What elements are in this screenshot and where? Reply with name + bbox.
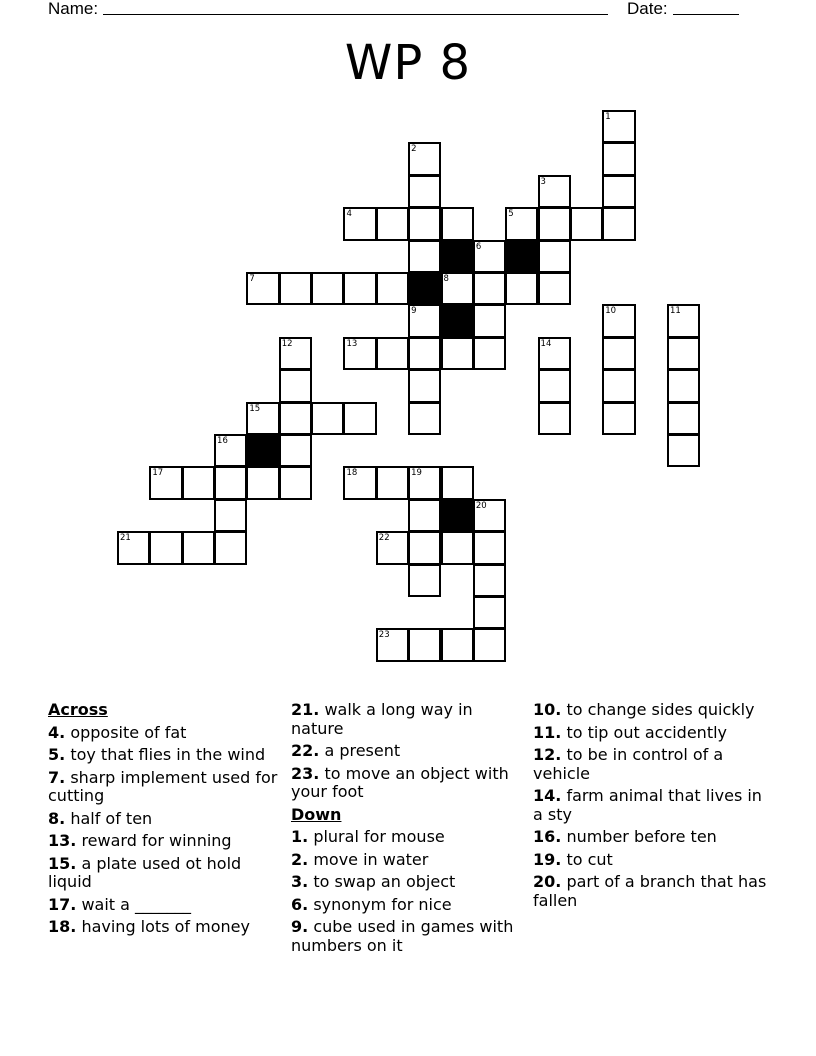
crossword-cell[interactable] [473, 531, 506, 564]
crossword-cell-1[interactable] [602, 110, 635, 143]
crossword-block [505, 240, 538, 273]
across-heading: Across [48, 700, 108, 719]
crossword-cell-15[interactable] [246, 402, 279, 435]
crossword-cell[interactable] [279, 402, 312, 435]
clue-text: farm animal that lives in a sty [533, 786, 762, 824]
clue-number-label: 2 [411, 144, 417, 155]
crossword-block [441, 499, 474, 532]
crossword-cell[interactable] [279, 466, 312, 499]
crossword-cell[interactable] [343, 272, 376, 305]
clue-text: a present [324, 741, 401, 760]
crossword-cell[interactable] [473, 628, 506, 661]
clue-number: 9. [291, 917, 309, 936]
clue-number: 2. [291, 849, 309, 869]
crossword-cell[interactable] [311, 272, 344, 305]
crossword-cell[interactable] [538, 207, 571, 240]
crossword-cell[interactable] [408, 369, 441, 402]
crossword-cell-3[interactable] [538, 175, 571, 208]
clue-text: to swap an object [313, 872, 456, 891]
clue-number: 15. [48, 853, 77, 873]
crossword-cell[interactable] [408, 628, 441, 661]
clue-number: 17. [48, 894, 77, 914]
clue-text: a plate used ot hold liquid [48, 853, 242, 891]
clue-text: synonym for nice [313, 894, 452, 914]
clue-number-label: 15 [249, 403, 261, 414]
crossword-cell[interactable] [376, 207, 409, 240]
crossword-cell[interactable] [602, 207, 635, 240]
clue-across-21 [291, 701, 526, 738]
crossword-cell[interactable] [570, 207, 603, 240]
clue-down-14 [533, 787, 768, 824]
clue-down-10 [533, 701, 768, 720]
clue-text: having lots of money [81, 917, 250, 936]
crossword-block [246, 434, 279, 467]
crossword-cell[interactable] [602, 142, 635, 175]
clue-across-4 [48, 724, 283, 743]
clue-number: 20. [533, 872, 562, 891]
clue-number-label: 16 [217, 436, 228, 446]
clue-number-label: 5 [508, 209, 514, 220]
clue-number: 5. [48, 745, 66, 764]
crossword-cell-16[interactable] [214, 434, 247, 467]
crossword-cell[interactable] [408, 240, 441, 273]
clue-number-label: 10 [605, 306, 617, 317]
crossword-cell[interactable] [602, 402, 635, 435]
crossword-cell[interactable] [279, 369, 312, 402]
crossword-cell[interactable] [667, 434, 700, 467]
clue-number: 18. [48, 917, 77, 936]
crossword-cell[interactable] [441, 207, 474, 240]
crossword-cell[interactable] [667, 402, 700, 435]
clue-number: 1. [291, 827, 309, 846]
crossword-cell-8[interactable] [441, 272, 474, 305]
crossword-cell[interactable] [441, 337, 474, 370]
clue-number: 10. [533, 700, 562, 719]
crossword-cell[interactable] [473, 596, 506, 629]
clue-number: 12. [533, 745, 562, 764]
crossword-cell[interactable] [408, 531, 441, 564]
clue-number: 21. [291, 700, 320, 719]
crossword-cell[interactable] [538, 402, 571, 435]
crossword-cell[interactable] [376, 272, 409, 305]
crossword-cell-13[interactable] [343, 337, 376, 370]
clue-text: cube used in games with numbers on it [291, 917, 514, 955]
clue-text: to tip out accidently [566, 722, 728, 742]
clue-across-13 [48, 832, 283, 851]
clue-number-label: 18 [346, 468, 358, 479]
page-title: WP 8 [344, 35, 472, 91]
crossword-cell[interactable] [408, 207, 441, 240]
clue-number-label: 14 [540, 338, 552, 349]
clue-text: to change sides quickly [566, 700, 755, 719]
crossword-cell-20[interactable] [473, 499, 506, 532]
crossword-cell[interactable] [408, 337, 441, 370]
crossword-cell[interactable] [441, 531, 474, 564]
clue-down-9 [291, 918, 526, 955]
clue-number-label: 1 [605, 112, 611, 122]
clue-number-label: 17 [152, 468, 164, 479]
crossword-cell[interactable] [149, 531, 182, 564]
crossword-cell-18[interactable] [343, 466, 376, 499]
clue-number-label: 8 [443, 274, 449, 284]
clue-text: half of ten [70, 808, 153, 828]
clue-number-label: 23 [378, 630, 390, 641]
clue-text: toy that flies in the wind [70, 745, 266, 764]
crossword-cell[interactable] [408, 402, 441, 435]
clue-text: to move an object with your foot [291, 763, 509, 801]
clue-number: 19. [533, 849, 562, 869]
crossword-cell[interactable] [214, 499, 247, 532]
crossword-cell[interactable] [505, 272, 538, 305]
clue-across-17 [48, 896, 283, 915]
clues-column-2 [291, 701, 526, 959]
crossword-cell[interactable] [408, 175, 441, 208]
crossword-cell[interactable] [538, 369, 571, 402]
crossword-cell[interactable] [376, 466, 409, 499]
clue-across-5 [48, 746, 283, 765]
crossword-cell-14[interactable] [538, 337, 571, 370]
clue-number: 8. [48, 808, 66, 828]
clue-number-label: 20 [475, 500, 487, 511]
clue-number: 23. [291, 763, 320, 783]
crossword-block [441, 240, 474, 273]
crossword-cell[interactable] [473, 272, 506, 305]
clue-down-3 [291, 873, 526, 892]
crossword-cell[interactable] [279, 272, 312, 305]
crossword-cell[interactable] [602, 369, 635, 402]
clue-text: walk a long way in nature [291, 700, 473, 738]
clue-across-7 [48, 769, 283, 806]
clue-across-18 [48, 918, 283, 937]
crossword-cell-11[interactable] [667, 304, 700, 337]
clue-down-16 [533, 828, 768, 847]
crossword-cell-7[interactable] [246, 272, 279, 305]
crossword-cell-19[interactable] [408, 466, 441, 499]
crossword-block [441, 304, 474, 337]
clue-number-label: 21 [120, 533, 131, 544]
clue-number: 13. [48, 831, 77, 850]
crossword-cell-17[interactable] [149, 466, 182, 499]
down-heading: Down [291, 804, 342, 824]
clue-down-11 [533, 724, 768, 743]
name-label: Name: [48, 0, 99, 18]
clue-text: number before ten [566, 827, 717, 846]
clue-number-label: 4 [346, 209, 352, 220]
clue-down-6 [291, 896, 526, 915]
crossword-cell-22[interactable] [376, 531, 409, 564]
crossword-cell[interactable] [182, 466, 215, 499]
clue-number-label: 9 [411, 306, 417, 317]
crossword-cell[interactable] [376, 337, 409, 370]
clue-number: 16. [533, 827, 562, 846]
crossword-cell[interactable] [408, 564, 441, 597]
crossword-cell[interactable] [473, 564, 506, 597]
crossword-cell-4[interactable] [343, 207, 376, 240]
clue-number: 14. [533, 786, 562, 805]
clue-number: 6. [291, 894, 309, 914]
clue-text: plural for mouse [313, 827, 445, 846]
crossword-block [408, 272, 441, 305]
clue-number-label: 11 [669, 306, 681, 317]
crossword-cell-12[interactable] [279, 337, 312, 370]
crossword-cell[interactable] [441, 628, 474, 661]
crossword-cell-21[interactable] [117, 531, 150, 564]
crossword-cell[interactable] [473, 337, 506, 370]
clue-number: 4. [48, 722, 66, 742]
clue-down-2 [291, 851, 526, 870]
clue-text: part of a branch that has fallen [533, 872, 767, 910]
crossword-cell[interactable] [538, 272, 571, 305]
date-label: Date: [627, 0, 668, 18]
crossword-cell[interactable] [602, 337, 635, 370]
crossword-cell[interactable] [602, 175, 635, 208]
crossword-cell[interactable] [311, 402, 344, 435]
clue-number-label: 7 [249, 274, 255, 284]
clue-across-23 [291, 765, 526, 802]
crossword-cell-6[interactable] [473, 240, 506, 273]
crossword-cell[interactable] [343, 402, 376, 435]
clue-number-label: 19 [411, 468, 422, 479]
clue-number-label: 12 [281, 338, 293, 349]
clue-text: move in water [313, 849, 429, 869]
crossword-cell-10[interactable] [602, 304, 635, 337]
clue-number-label: 22 [378, 533, 390, 544]
clue-number-label: 3 [540, 176, 546, 187]
crossword-cell-23[interactable] [376, 628, 409, 661]
clue-text: reward for winning [81, 831, 232, 850]
clue-text: sharp implement used for cutting [48, 767, 278, 805]
crossword-cell[interactable] [538, 240, 571, 273]
crossword-cell[interactable] [246, 466, 279, 499]
clue-number-label: 6 [475, 241, 482, 252]
clue-text: opposite of fat [70, 722, 187, 742]
crossword-cell[interactable] [408, 499, 441, 532]
crossword-cell-5[interactable] [505, 207, 538, 240]
clues-column-3 [533, 701, 768, 914]
clue-text: to be in control of a vehicle [533, 745, 724, 783]
crossword-cell[interactable] [279, 434, 312, 467]
crossword-cell[interactable] [182, 531, 215, 564]
clue-across-15 [48, 855, 283, 892]
crossword-cell[interactable] [473, 304, 506, 337]
crossword-cell[interactable] [214, 531, 247, 564]
clue-number: 22. [291, 741, 320, 760]
crossword-cell[interactable] [214, 466, 247, 499]
clue-number: 3. [291, 872, 309, 891]
clue-down-1 [291, 828, 526, 847]
clue-down-12 [533, 746, 768, 783]
clue-number-label: 13 [346, 338, 358, 349]
crossword-cell[interactable] [667, 369, 700, 402]
clue-text: to cut [566, 849, 613, 869]
clue-number: 7. [48, 767, 66, 787]
clue-down-19 [533, 851, 768, 870]
crossword-cell[interactable] [667, 337, 700, 370]
clues-column-1 [48, 701, 283, 941]
clue-across-8 [48, 810, 283, 829]
clue-text: wait a _______ [81, 894, 192, 914]
crossword-cell-9[interactable] [408, 304, 441, 337]
clue-number: 11. [533, 722, 562, 742]
crossword-cell-2[interactable] [408, 142, 441, 175]
clue-down-20 [533, 873, 768, 910]
clue-across-22 [291, 742, 526, 761]
crossword-cell[interactable] [441, 466, 474, 499]
